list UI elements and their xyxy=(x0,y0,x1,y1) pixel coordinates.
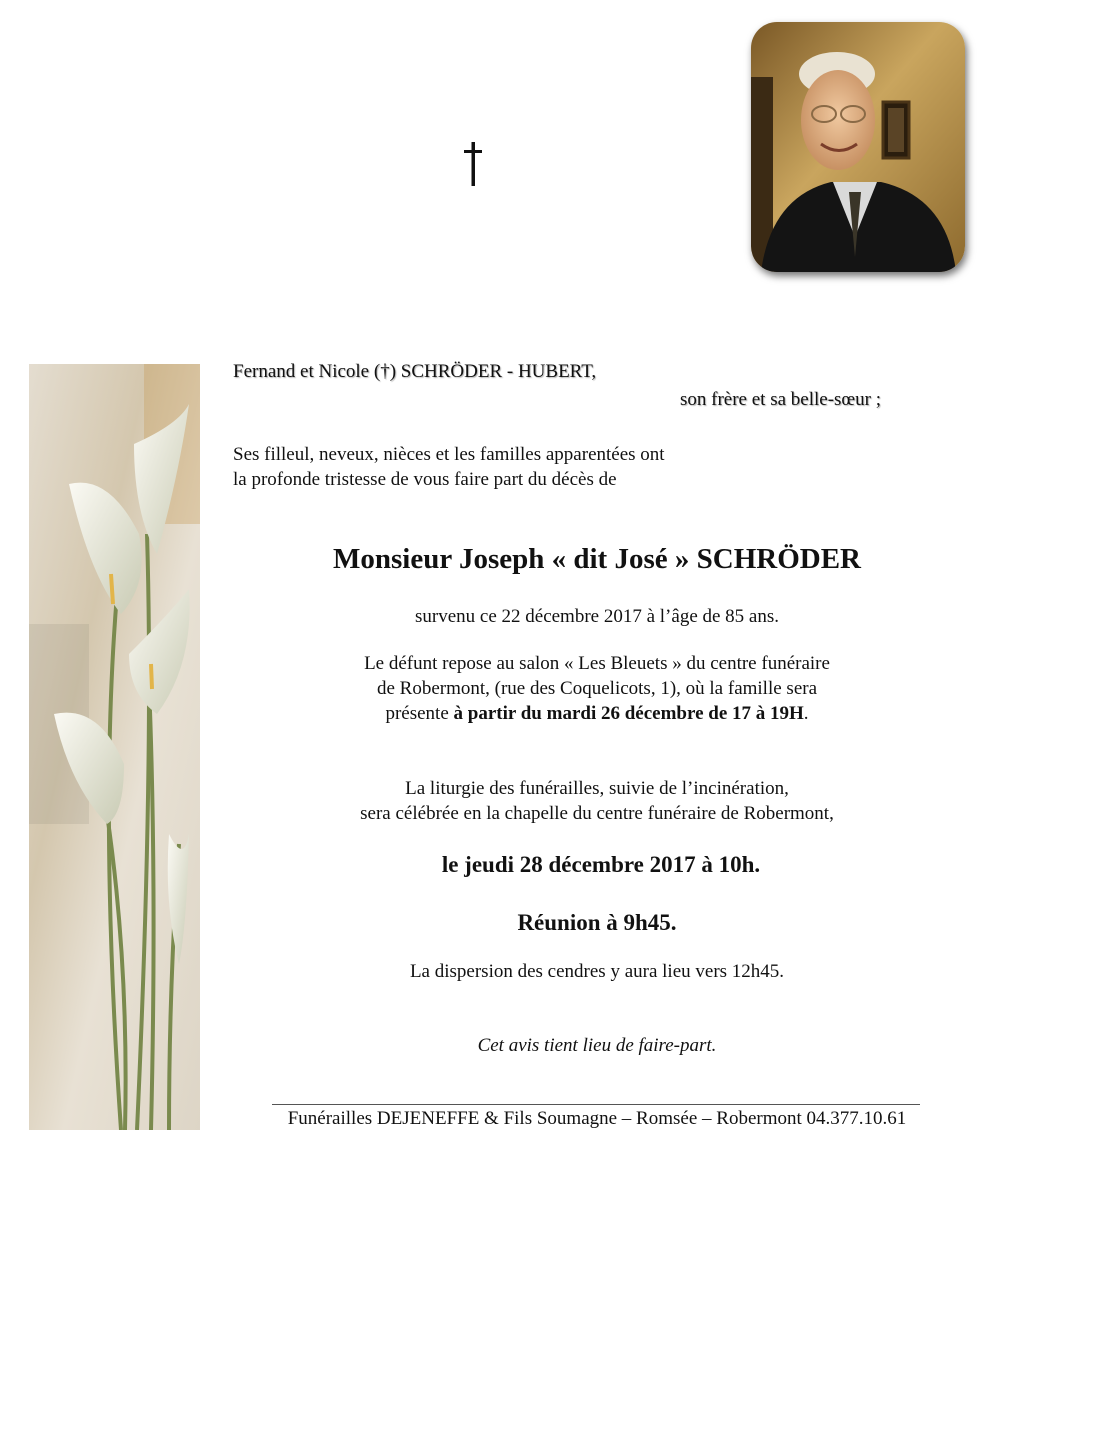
repose-time: à partir du mardi 26 décembre de 17 à 19H xyxy=(453,703,804,724)
intro-line-2: la profonde tristesse de vous faire part du décès de xyxy=(233,469,617,490)
family-line: Fernand et Nicole (†) SCHRÖDER - HUBERT, xyxy=(233,361,597,382)
cross-icon xyxy=(461,140,485,188)
liturgy-line-2: sera célébrée en la chapelle du centre funéraire de Robermont, xyxy=(360,803,834,824)
repose-line-3 xyxy=(233,701,961,726)
repose-line-2: de Robermont, (rue des Coquelicots, 1), où la famille sera xyxy=(376,678,818,699)
repose-line-3-suffix: . xyxy=(803,703,809,724)
footer-divider xyxy=(272,1104,920,1105)
funeral-home-footer: Funérailles DEJENEFFE & Fils Soumagne – Romsée – Robermont 04.377.10.61 xyxy=(287,1108,907,1129)
meeting-time: Réunion à 9h45. xyxy=(517,910,677,935)
ash-dispersion: La dispersion des cendres y aura lieu vers 12h45. xyxy=(409,961,785,982)
intro-line-1: Ses filleul, neveux, nièces et les familles apparentées ont xyxy=(233,444,665,465)
relation-line: son frère et sa belle-sœur ; xyxy=(680,389,882,410)
portrait-photo xyxy=(751,22,965,272)
death-info: survenu ce 22 décembre 2017 à l’âge de 85 ans. xyxy=(414,606,780,627)
repose-line-3-prefix: présente xyxy=(385,703,454,724)
repose-line-1: Le défunt repose au salon « Les Bleuets » du centre funéraire xyxy=(364,653,830,674)
funeral-date: le jeudi 28 décembre 2017 à 10h. xyxy=(441,852,761,877)
liturgy-line-1: La liturgie des funérailles, suivie de l’incinération, xyxy=(405,778,789,799)
lilies-illustration xyxy=(29,364,200,1130)
deceased-name: Monsieur Joseph « dit José » SCHRÖDER xyxy=(333,543,861,575)
notice-text: Cet avis tient lieu de faire-part. xyxy=(477,1035,717,1056)
